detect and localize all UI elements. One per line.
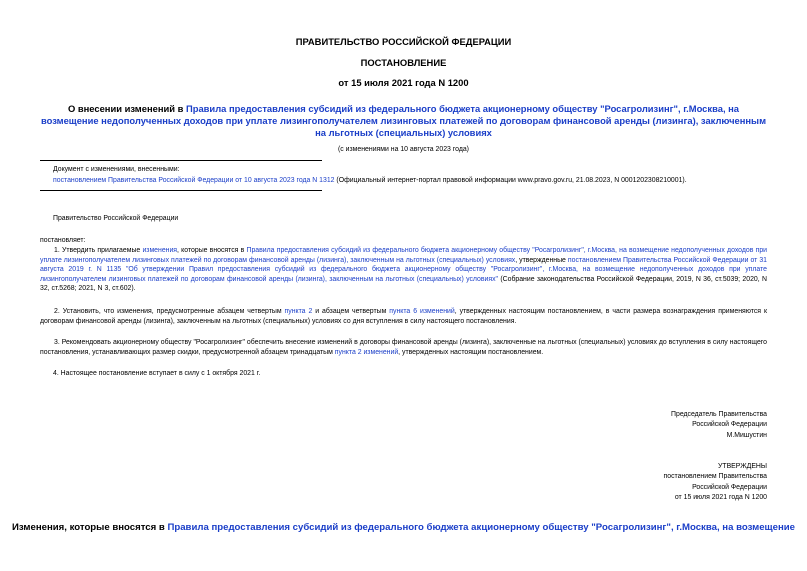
decree-1135-link[interactable]: постановлением Правительства Российской Федерации от 31 августа 2019 г. N 1135 "Об утверждении Правил предоставления субсидий из федерального бюджета акционерному обществу "Росагролизинг", г.Москва, на возмещение недополученных доходов при уплате лизингополучателем лизинговых платежей по договорам финансовой аренды (лизинга), заключенным на льготных (специальных) условиях" [40, 256, 767, 283]
title-rules-link[interactable]: Правила предоставления субсидий из федерального бюджета акционерному обществу "Росагролизинг", г.Москва, на возмещение недополученных доходов при уплате лизингополучателем лизинговых платежей по договорам финансовой аренды (лизинга), заключенным на льготных (специальных) условиях [40, 103, 767, 138]
approved-date: от 15 июля 2021 года N 1200 [674, 494, 767, 502]
paragraph-3 [40, 338, 767, 357]
approved-word: УТВЕРЖДЕНЫ [718, 463, 767, 470]
title-prefix: О внесении изменений в [67, 103, 186, 114]
document-date-number: от 15 июля 2021 года N 1200 [338, 77, 469, 88]
revision-note: (с изменениями на 10 августа 2023 года) [338, 146, 469, 153]
p1-text-c: , утвержденные [515, 256, 568, 264]
p3-text-a: 3. Рекомендовать акционерному обществу "Росагролизинг" обеспечить внесение изменений в договоры финансовой аренды (лизинга), заключенные на льготных (специальных) условиях до вступления в силу настоящего постановления, устанавливающих размер скидки, предусмотренной абзацем тринадцатым [40, 339, 767, 356]
p2-text-c: , утвержденных настоящим постановлением, в части размера вознаграждения применяются к договорам финансовой аренды (лизинга), заключенным на льготных (специальных) условиях со дня вступления в силу настоящего постановления. [40, 308, 767, 325]
signature-block [467, 410, 767, 441]
changes-intro: Документ с изменениями, внесенными: [53, 166, 180, 173]
p2-text-b: и абзацем четвертым [312, 308, 390, 315]
paragraph-4: 4. Настоящее постановление вступает в силу с 1 октября 2021 г. [53, 370, 261, 377]
publication-source: (Официальный интернет-портал правовой информации www.pravo.gov.ru, 21.08.2023, N 0001202308210001). [334, 177, 687, 184]
signature-position: Председатель Правительства [671, 411, 767, 418]
p1-text-a: 1. Утвердить прилагаемые [54, 247, 143, 254]
government-line: Правительство Российской Федерации [53, 215, 179, 222]
document-title [40, 103, 767, 139]
p2-text-a: 2. Установить, что изменения, предусмотренные абзацем четвертым [54, 308, 285, 315]
changes-link[interactable]: изменения [142, 247, 178, 254]
amending-decree-link[interactable]: постановлением Правительства Российской Федерации от 10 августа 2023 года N 1312 [53, 177, 335, 184]
p1-text-d: (Собрание законодательства Российской Федерации, 2019, N 36, ст.5039; 2020, N 32, ст.5268; 2021, N 3, ст.602). [40, 275, 767, 293]
changes-title-prefix: Изменения, которые вносятся в [11, 522, 168, 533]
paragraph-1 [40, 246, 767, 294]
changes-title [0, 522, 807, 534]
changes-box-top-rule [40, 160, 322, 161]
paragraph-2 [40, 307, 767, 326]
point-2-changes-link[interactable]: пункта 2 изменений [334, 348, 399, 356]
changes-box-bottom-rule [40, 190, 322, 191]
signature-country: Российской Федерации [692, 421, 767, 429]
government-heading: ПРАВИТЕЛЬСТВО РОССИЙСКОЙ ФЕДЕРАЦИИ [295, 36, 512, 47]
point-6-link[interactable]: пункта 6 изменений [389, 308, 455, 315]
decrees-word: постановляет: [40, 237, 86, 244]
point-2-link[interactable]: пункта 2 [284, 308, 313, 315]
changes-title-rules-link[interactable]: Правила предоставления субсидий из федерального бюджета акционерному обществу "Росагролизинг", г.Москва, на возмещение [167, 522, 796, 533]
approved-country: Российской Федерации [692, 483, 767, 491]
rules-link[interactable]: Правила предоставления субсидий из федерального бюджета акционерному обществу "Росагролизинг", г.Москва, на возмещение недополученных доходов при уплате лизингополучателем лизинговых платежей по договорам финансовой аренды (лизинга), заключенным на льготных (специальных) условиях [40, 247, 768, 264]
approval-block [467, 462, 767, 504]
signature-name: М.Мишустин [726, 431, 767, 439]
approved-by: постановлением Правительства [663, 473, 767, 481]
document-type: ПОСТАНОВЛЕНИЕ [360, 57, 447, 68]
changes-reference [53, 176, 793, 186]
p1-text-b: , которые вносятся в [177, 247, 247, 254]
p3-text-b: , утвержденных настоящим постановлением. [398, 348, 544, 356]
